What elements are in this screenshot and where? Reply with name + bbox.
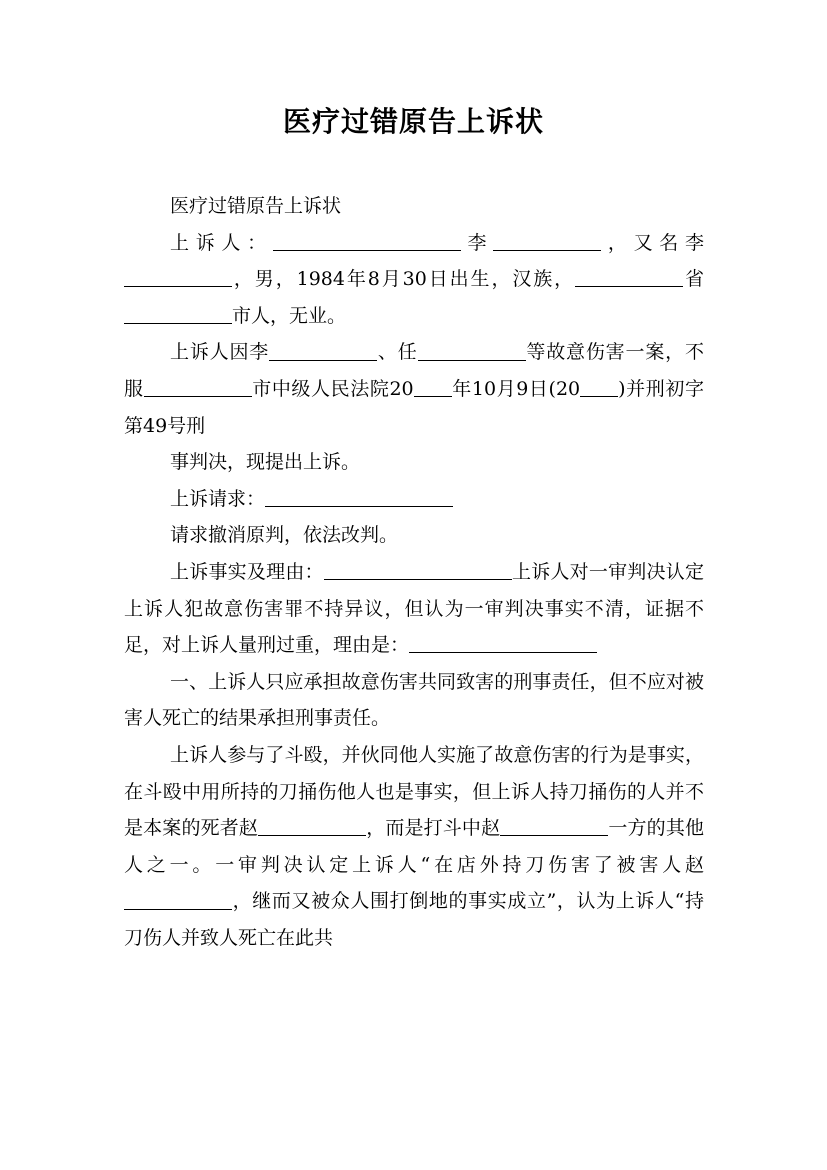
appellant-province: 省 — [683, 268, 704, 291]
blank-field — [124, 267, 232, 287]
blank-field — [258, 816, 366, 836]
case-prefix: 上诉人因李 — [170, 341, 270, 364]
blank-field — [580, 377, 618, 397]
request-label: 上诉请求： — [170, 487, 266, 510]
appellant-city: 市人，无业。 — [232, 304, 347, 327]
blank-field — [265, 487, 453, 507]
facts-label: 上诉事实及理由： — [170, 560, 324, 583]
blank-field — [575, 267, 683, 287]
final-paragraph — [124, 737, 704, 957]
blank-field — [324, 560, 512, 580]
final-part-2: ，而是打斗中赵 — [366, 817, 501, 840]
blank-field — [273, 231, 461, 251]
blank-field — [500, 816, 608, 836]
facts-text: 上诉人对一审判决认定上诉人犯故意伤害罪不持异议，但认为一审判决事实不清，证据不足，对上诉人量刑过重，理由是： — [124, 560, 704, 657]
document-title: 医疗过错原告上诉状 — [282, 105, 544, 138]
blank-field — [414, 377, 452, 397]
blank-field — [124, 890, 232, 910]
case-separator: 、任 — [377, 341, 418, 364]
blank-field — [269, 341, 377, 361]
case-date: 年10月9日(20 — [451, 377, 581, 400]
case-tail: )并刑初字第49号刑 — [124, 377, 704, 437]
blank-field — [409, 633, 597, 653]
heading-line: 医疗过错原告上诉状 — [170, 195, 342, 217]
blank-field — [144, 377, 252, 397]
judgment-line: 事判决，现提出上诉。 — [170, 451, 361, 474]
appellant-alias: ，又名李 — [601, 231, 704, 254]
document-body — [124, 188, 704, 956]
final-part-1: 上诉人参与了斗殴，并伙同他人实施了故意伤害的行为是事实，在斗殴中用所持的刀捅伤他人也是事实，但上诉人持刀捅伤的人并不是本案的死者赵 — [124, 743, 704, 840]
case-middle: 等故意伤害一案，不服 — [124, 341, 704, 400]
appellant-label: 上诉人： — [170, 231, 273, 254]
request-label-line — [124, 481, 704, 518]
blank-field — [493, 231, 601, 251]
appellant-paragraph — [124, 225, 704, 335]
case-court: 市中级人民法院20 — [251, 377, 414, 400]
request-text: 请求撤消原判，依法改判。 — [170, 524, 399, 547]
case-paragraph — [124, 334, 704, 444]
facts-paragraph — [124, 554, 704, 664]
final-part-3: 一方的其他人之一。一审判决认定上诉人“在店外持刀伤害了被害人赵 — [124, 817, 704, 876]
blank-field — [124, 304, 232, 324]
point-one: 一、上诉人只应承担故意伤害共同致害的刑事责任，但不应对被害人死亡的结果承担刑事责任。 — [124, 670, 704, 730]
final-part-4: ，继而又被众人围打倒地的事实成立”，认为上诉人“持刀伤人并致人死亡在此共 — [124, 890, 704, 949]
appellant-name-char: 李 — [460, 231, 494, 254]
appellant-details: ，男，1984年8月30日出生，汉族， — [232, 268, 576, 291]
blank-field — [418, 341, 526, 361]
